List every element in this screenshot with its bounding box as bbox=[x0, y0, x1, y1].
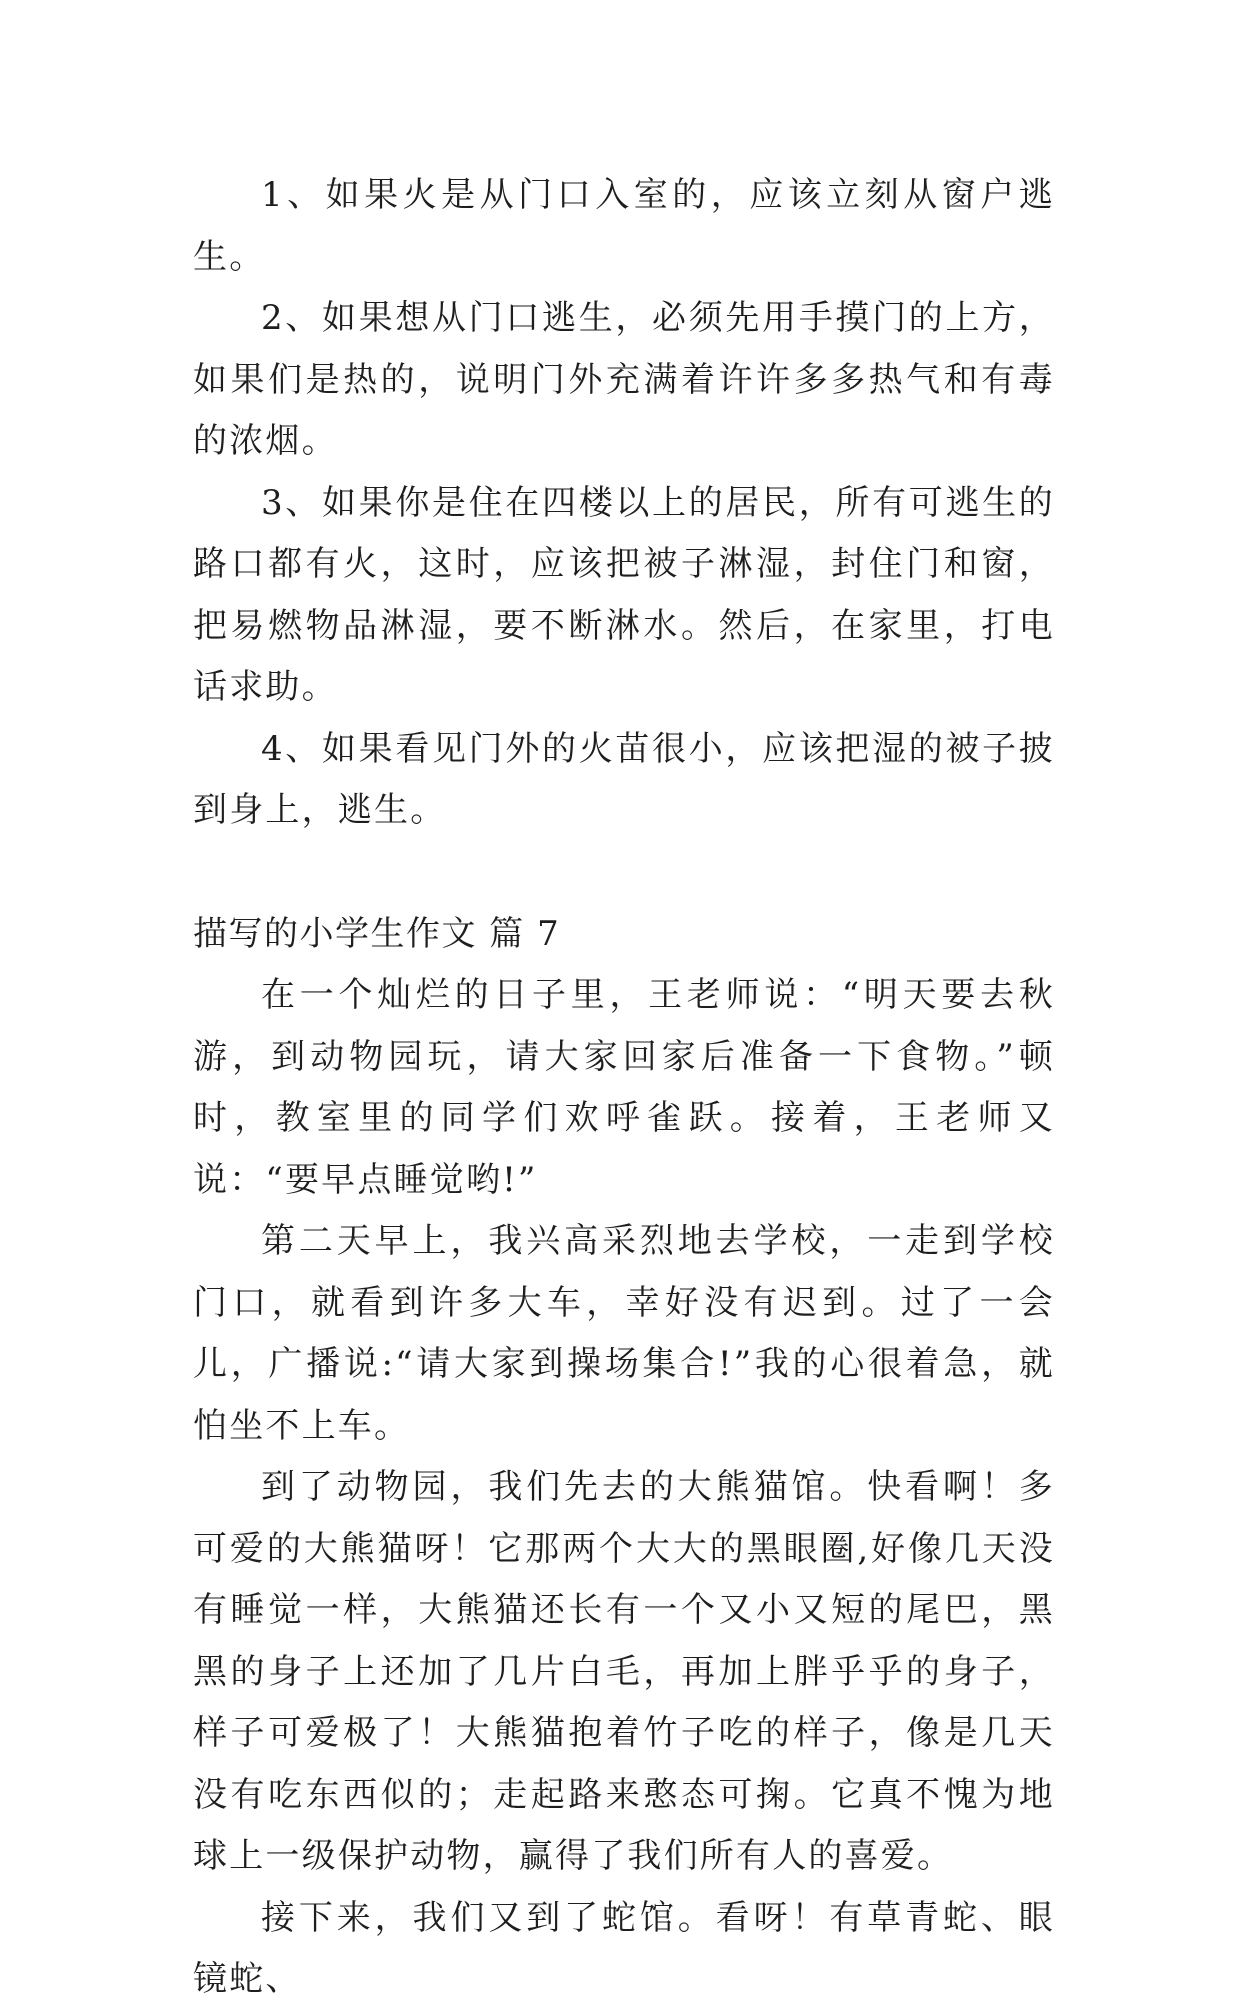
paragraph-fire-tip-4: 4、如果看见门外的火苗很小，应该把湿的被子披到身上，逃生。 bbox=[193, 728, 1055, 830]
paragraph-essay-1: 在一个灿烂的日子里，王老师说：“明天要去秋游，到动物园玩，请大家回家后准备一下食物。”顿时，教室里的同学们欢呼雀跃。接着，王老师又说：“要早点睡觉哟!” bbox=[193, 975, 1055, 1200]
essay-heading: 描写的小学生作文 篇 7 bbox=[193, 913, 561, 954]
paragraph-essay-2: 第二天早上，我兴高采烈地去学校，一走到学校门口，就看到许多大车，幸好没有迟到。过了一会儿，广播说:“请大家到操场集合!”我的心很着急，就怕坐不上车。 bbox=[193, 1221, 1055, 1446]
document-body bbox=[193, 165, 1055, 2011]
paragraph-essay-4: 接下来，我们又到了蛇馆。看呀！有草青蛇、眼镜蛇、 bbox=[193, 1897, 1055, 1999]
paragraph-essay-3: 到了动物园，我们先去的大熊猫馆。快看啊！多可爱的大熊猫呀！它那两个大大的黑眼圈,好像几天没有睡觉一样，大熊猫还长有一个又小又短的尾巴，黑黑的身子上还加了几片白毛，再加上胖乎乎的身子，样子可爱极了！大熊猫抱着竹子吃的样子，像是几天没有吃东西似的；走起路来憨态可掬。它真不愧为地球上一级保护动物，赢得了我们所有人的喜爱。 bbox=[193, 1467, 1055, 1876]
paragraph-fire-tip-1: 1、如果火是从门口入室的，应该立刻从窗户逃生。 bbox=[193, 175, 1055, 277]
paragraph-fire-tip-3: 3、如果你是住在四楼以上的居民，所有可逃生的路口都有火，这时，应该把被子淋湿，封住门和窗，把易燃物品淋湿，要不断淋水。然后，在家里，打电话求助。 bbox=[193, 482, 1055, 707]
paragraph-fire-tip-2: 2、如果想从门口逃生，必须先用手摸门的上方，如果们是热的，说明门外充满着许许多多热气和有毒的浓烟。 bbox=[193, 298, 1055, 461]
